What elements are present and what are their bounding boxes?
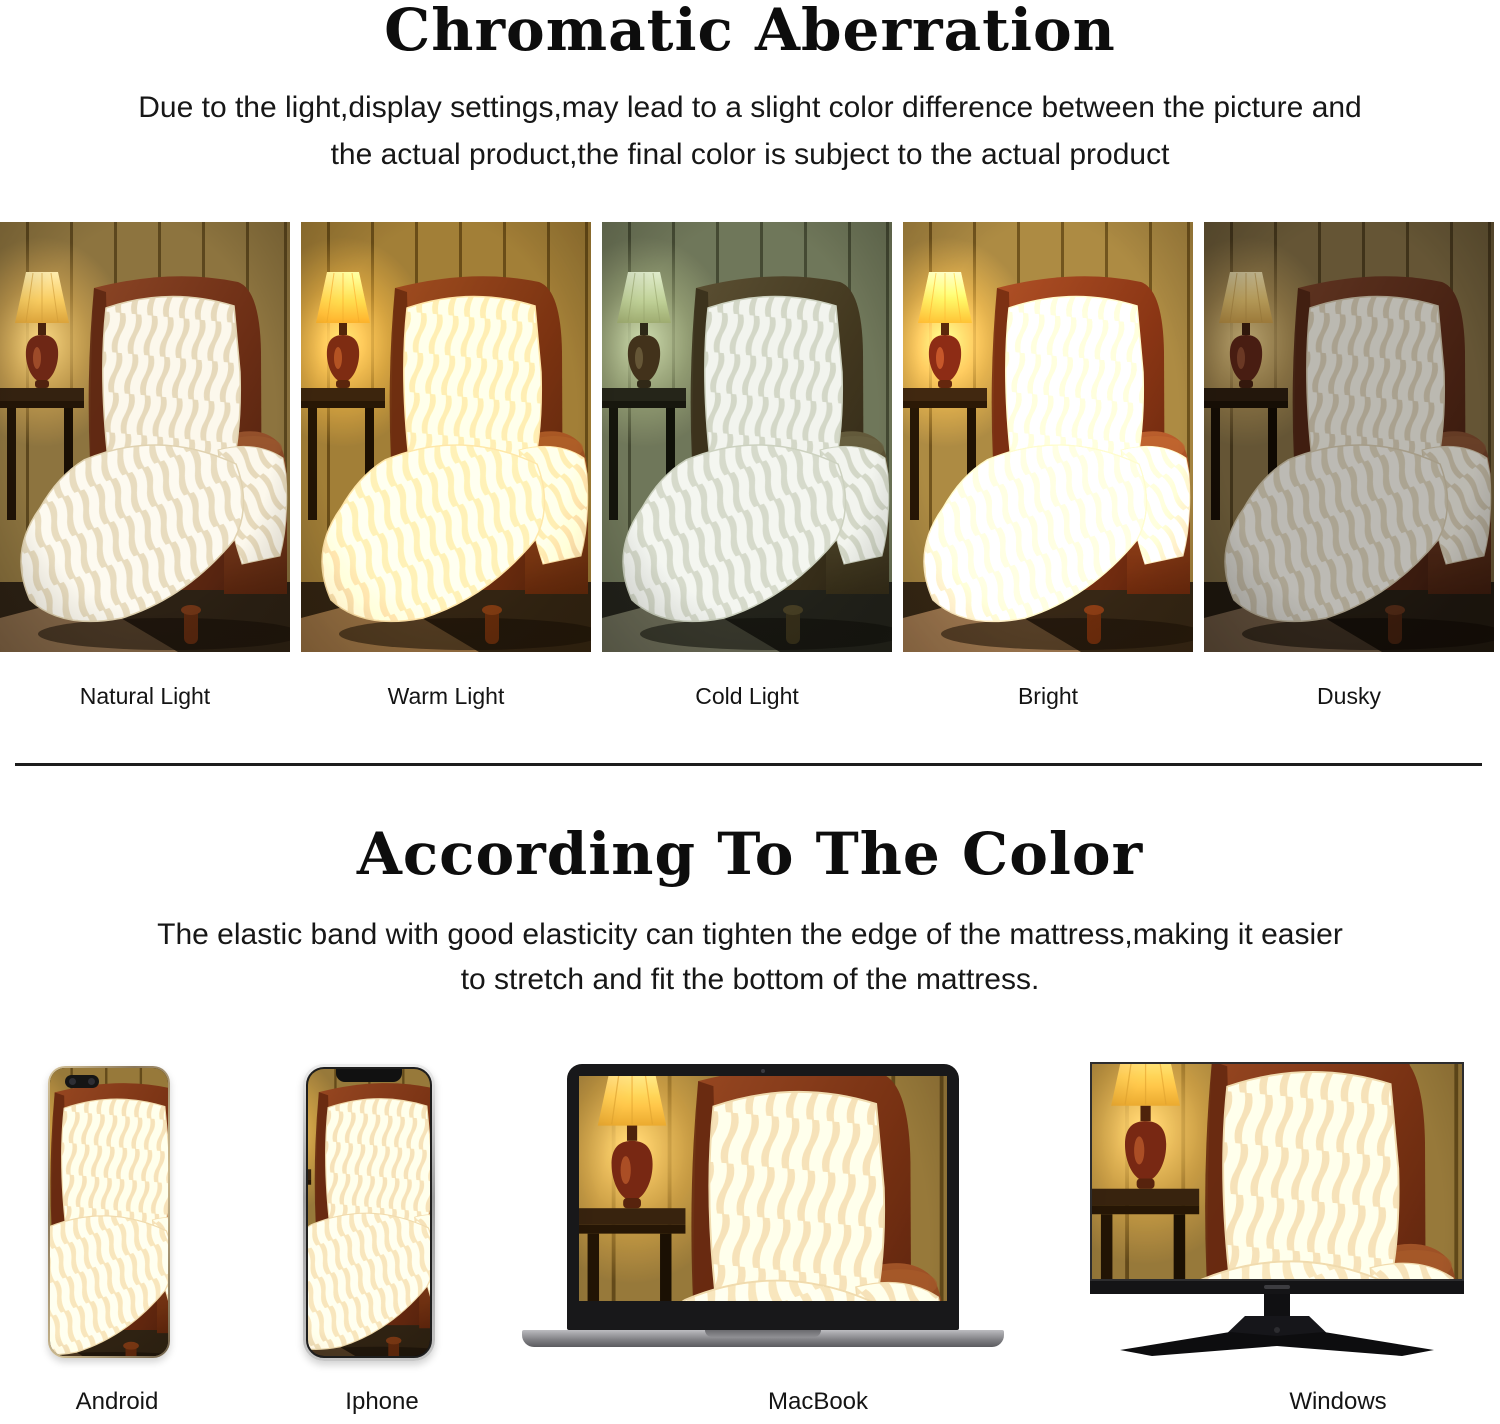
lighting-label: Warm Light — [387, 683, 505, 709]
blanket-armchair-photo — [301, 222, 591, 652]
android-phone-mockup — [48, 1066, 170, 1358]
lighting-photo-dusky — [1204, 222, 1494, 710]
lighting-photo-cold — [602, 222, 892, 710]
blanket-armchair-photo — [0, 222, 290, 652]
android-screen — [50, 1068, 168, 1356]
lighting-label: Natural Light — [79, 683, 211, 709]
description-line: the actual product,the final color is subject to the actual product — [330, 138, 1170, 171]
device-label-iphone: Iphone — [345, 1388, 419, 1415]
lighting-photo-bright — [903, 222, 1193, 710]
description-line: Due to the light,display settings,may lead to a slight color difference between the picture and — [138, 91, 1362, 124]
monitor-screen — [1090, 1062, 1464, 1281]
description-line: to stretch and fit the bottom of the mattress. — [460, 963, 1040, 996]
lighting-photo-natural — [0, 222, 290, 710]
webcam-icon — [761, 1069, 765, 1073]
device-label-windows: Windows — [1289, 1388, 1387, 1415]
windows-monitor-mockup — [1090, 1062, 1464, 1360]
color-description — [0, 912, 1500, 1002]
lighting-comparison-row — [0, 222, 1494, 710]
camera-pill-icon — [65, 1075, 99, 1088]
macbook-mockup — [522, 1064, 1004, 1356]
iphone-screen — [306, 1067, 432, 1358]
iphone-mockup — [303, 1064, 435, 1361]
section-divider — [15, 763, 1482, 766]
blanket-armchair-photo — [1204, 222, 1494, 652]
blanket-armchair-photo — [602, 222, 892, 652]
notch-icon — [336, 1069, 402, 1082]
page-title: Chromatic Aberration — [384, 0, 1116, 64]
blanket-armchair-photo — [903, 222, 1193, 652]
lighting-label: Dusky — [1317, 683, 1381, 709]
lighting-label: Bright — [1017, 683, 1079, 709]
lighting-label: Cold Light — [695, 683, 799, 709]
device-label-macbook: MacBook — [767, 1388, 869, 1415]
section-title-color: According To The Color — [356, 820, 1144, 888]
macbook-screen — [579, 1076, 947, 1301]
macbook-lid — [567, 1064, 959, 1330]
monitor-bottom-bezel — [1090, 1281, 1464, 1294]
aberration-description — [0, 84, 1500, 178]
lighting-photo-warm — [301, 222, 591, 710]
description-line: The elastic band with good elasticity can tighten the edge of the mattress,making it easier — [157, 918, 1343, 951]
device-label-android: Android — [75, 1388, 159, 1415]
macbook-base — [522, 1330, 1004, 1347]
monitor-stand — [1112, 1294, 1442, 1360]
